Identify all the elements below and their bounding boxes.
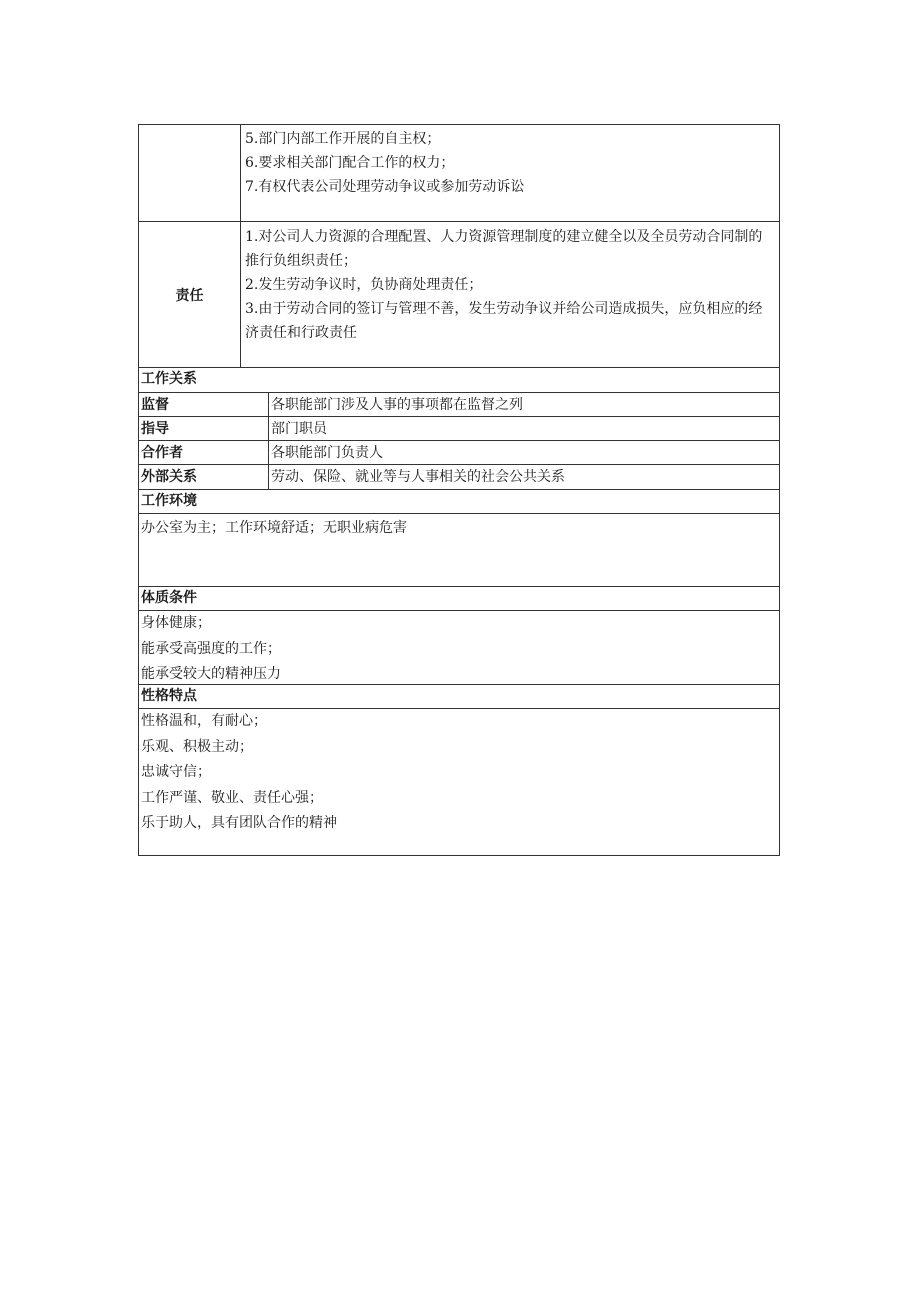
work-environment-line: 办公室为主；工作环境舒适；无职业病危害: [141, 520, 407, 536]
personality-item: 工作严谨、敬业、责任心强；: [141, 789, 323, 806]
personality-item: 乐观、积极主动；: [141, 738, 253, 755]
relation-label: 监督: [139, 393, 269, 416]
relation-row-external: [139, 465, 779, 490]
rights-item: 5.部门内部工作开展的自主权；: [245, 131, 441, 147]
responsibility-item: 3.由于劳动合同的签订与管理不善，发生劳动争议并给公司造成损失，应负相应的经济责任和行政责任: [245, 301, 763, 341]
relation-value: 各职能部门负责人: [271, 445, 383, 461]
personality-item: 乐于助人，具有团队合作的精神: [141, 815, 337, 831]
physical-conditions-header: 体质条件: [141, 590, 197, 606]
rights-item: 6.要求相关部门配合工作的权力；: [245, 155, 455, 171]
physical-condition-item: 身体健康；: [141, 615, 211, 631]
personality-header-row: [139, 685, 779, 709]
relation-row-supervise: [139, 393, 779, 417]
relation-label: 合作者: [139, 441, 269, 464]
work-environment-text: [139, 514, 779, 586]
rights-item: 7.有权代表公司处理劳动争议或参加劳动诉讼: [245, 179, 525, 195]
rights-content: [241, 125, 779, 221]
relation-row-partner: [139, 441, 779, 465]
responsibility-label: 责任: [139, 222, 241, 367]
relation-value: 劳动、保险、就业等与人事相关的社会公共关系: [271, 469, 565, 485]
relation-label: 指导: [139, 417, 269, 440]
work-relations-header-row: [139, 368, 779, 393]
responsibility-content: [241, 222, 779, 367]
relation-label: 外部关系: [139, 465, 269, 489]
relation-value: 部门职员: [271, 421, 327, 437]
work-environment-body-row: [139, 514, 779, 587]
work-environment-header-row: [139, 490, 779, 514]
relation-value: 各职能部门涉及人事的事项都在监督之列: [271, 397, 523, 413]
work-environment-header: 工作环境: [141, 493, 197, 509]
rights-row: [139, 125, 779, 222]
responsibility-item: 2.发生劳动争议时，负协商处理责任；: [245, 277, 483, 293]
personality-header: 性格特点: [141, 688, 197, 704]
personality-item: 忠诚守信；: [141, 764, 211, 780]
job-description-table: [138, 124, 780, 856]
rights-label-cell: [139, 125, 241, 221]
relation-row-guide: [139, 417, 779, 441]
physical-conditions-list: [139, 611, 779, 684]
personality-item: 性格温和，有耐心；: [141, 713, 267, 729]
physical-condition-item: 能承受高强度的工作；: [141, 640, 281, 657]
personality-list: [139, 709, 779, 855]
physical-condition-item: 能承受较大的精神压力: [141, 666, 281, 682]
responsibility-row: [139, 222, 779, 368]
personality-body-row: [139, 709, 779, 855]
physical-conditions-header-row: [139, 587, 779, 611]
responsibility-item: 1.对公司人力资源的合理配置、人力资源管理制度的建立健全以及全员劳动合同制的推行负组织责任；: [245, 229, 763, 269]
physical-conditions-body-row: [139, 611, 779, 685]
work-relations-header: 工作关系: [141, 371, 197, 387]
